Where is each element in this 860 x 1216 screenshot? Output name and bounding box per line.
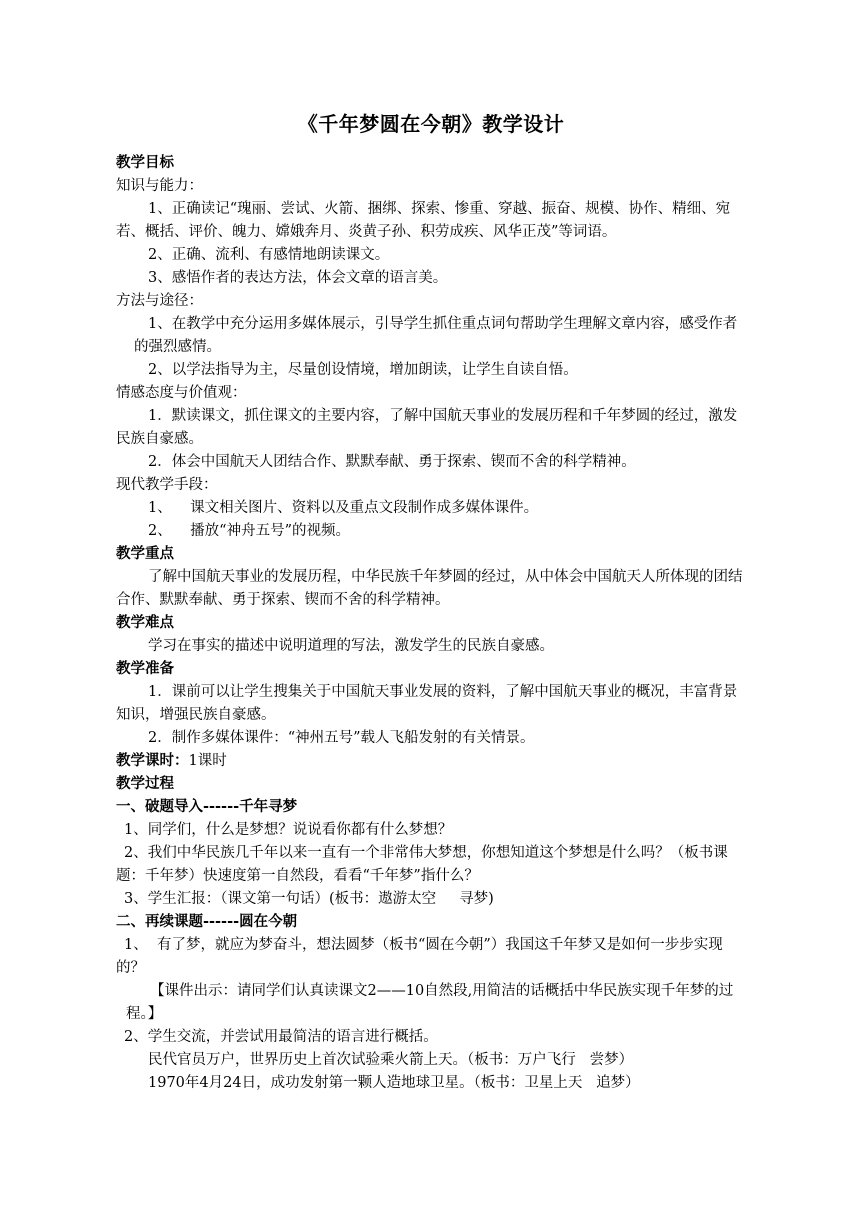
preparation-item-1: 1．课前可以让学生搜集关于中国航天事业发展的资料，了解中国航天事业的概况，丰富背景知识，增强民族自豪感。 — [116, 684, 738, 723]
key-point-text: 了解中国航天事业的发展历程，中华民族千年梦圆的经过，从中体会中国航天人所体现的团结合作、默默奉献、勇于探索、锲而不舍的科学精神。 — [116, 569, 743, 608]
part1-item-3: 3、学生汇报：（课文第一句话）(板书：遨游太空 寻梦) — [124, 891, 494, 907]
emotion-label: 情感态度与价值观： — [116, 385, 247, 401]
hours-label: 教学课时： — [116, 753, 189, 769]
method-item-1: 1、在教学中充分运用多媒体展示，引导学生抓住重点词句帮助学生理解文章内容，感受作者的强烈感情。 — [134, 316, 738, 355]
media-item-1: 1、 课文相关图片、资料以及重点文段制作成多媒体课件。 — [148, 500, 539, 516]
hours-line — [116, 750, 746, 773]
preparation-heading: 教学准备 — [116, 661, 174, 677]
part2-step-1: 民代官员万户，世界历史上首次试验乘火箭上天。（板书：万户飞行 尝梦） — [148, 1052, 634, 1068]
emotion-item-2: 2．体会中国航天人团结合作、默默奉献、勇于探索、锲而不舍的科学精神。 — [148, 454, 636, 470]
part2-courseware: 【课件出示：请同学们认真读课文2——10自然段,用简洁的话概括中华民族实现千年梦的过程。】 — [126, 983, 734, 1022]
method-label: 方法与途径： — [116, 293, 203, 309]
part2-question-1: 1、 有了梦，就应为梦奋斗，想法圆梦（板书“圆在今朝”）我国这千年梦又是如何一步步实现的？ — [116, 937, 723, 976]
difficulty-text: 学习在事实的描述中说明道理的写法，激发学生的民族自豪感。 — [148, 638, 554, 654]
part2-question-2: 2、学生交流，并尝试用最简洁的语言进行概括。 — [124, 1029, 438, 1045]
knowledge-item-1: 1、正确读记“瑰丽、尝试、火箭、捆绑、探索、惨重、穿越、振奋、规模、协作、精细、宛若、概括、评价、魄力、嫦娥奔月、炎黄子孙、积劳成疾、风华正茂”等词语。 — [116, 201, 731, 240]
part2-step-2: 1970年4月24日，成功发射第一颗人造地球卫星。（板书：卫星上天 追梦） — [148, 1075, 640, 1091]
knowledge-label: 知识与能力： — [116, 178, 203, 194]
part1-item-1: 1、同学们，什么是梦想？说说看你都有什么梦想？ — [124, 822, 453, 838]
preparation-item-2: 2．制作多媒体课件：“神州五号”载人飞船发射的有关情景。 — [148, 730, 535, 746]
part1-title: 一、破题导入------千年寻梦 — [116, 799, 298, 815]
part2-title: 二、再续课题------圆在今朝 — [116, 914, 298, 930]
knowledge-item-3: 3、感悟作者的表达方法，体会文章的语言美。 — [148, 270, 448, 286]
document-title: 《千年梦圆在今朝》教学设计 — [297, 112, 565, 136]
media-item-2: 2、 播放“神舟五号”的视频。 — [148, 523, 350, 539]
process-heading: 教学过程 — [116, 776, 174, 792]
emotion-item-1: 1．默读课文，抓住课文的主要内容，了解中国航天事业的发展历程和千年梦圆的经过，激发民族自豪感。 — [116, 408, 738, 447]
hours-value: 1课时 — [188, 753, 227, 769]
media-label: 现代教学手段： — [116, 477, 218, 493]
document-page — [116, 110, 746, 1095]
knowledge-item-2: 2、正确、流利、有感情地朗读课文。 — [148, 247, 390, 263]
difficulty-heading: 教学难点 — [116, 615, 174, 631]
part1-item-2: 2、我们中华民族几千年以来一直有一个非常伟大梦想，你想知道这个梦想是什么吗？（板书课题：千年梦）快速度第一自然段，看看“千年梦”指什么？ — [116, 845, 728, 884]
objectives-heading: 教学目标 — [116, 155, 174, 171]
key-point-heading: 教学重点 — [116, 546, 174, 562]
method-item-2: 2、以学法指导为主，尽量创设情境，增加朗读，让学生自读自悟。 — [148, 362, 578, 378]
